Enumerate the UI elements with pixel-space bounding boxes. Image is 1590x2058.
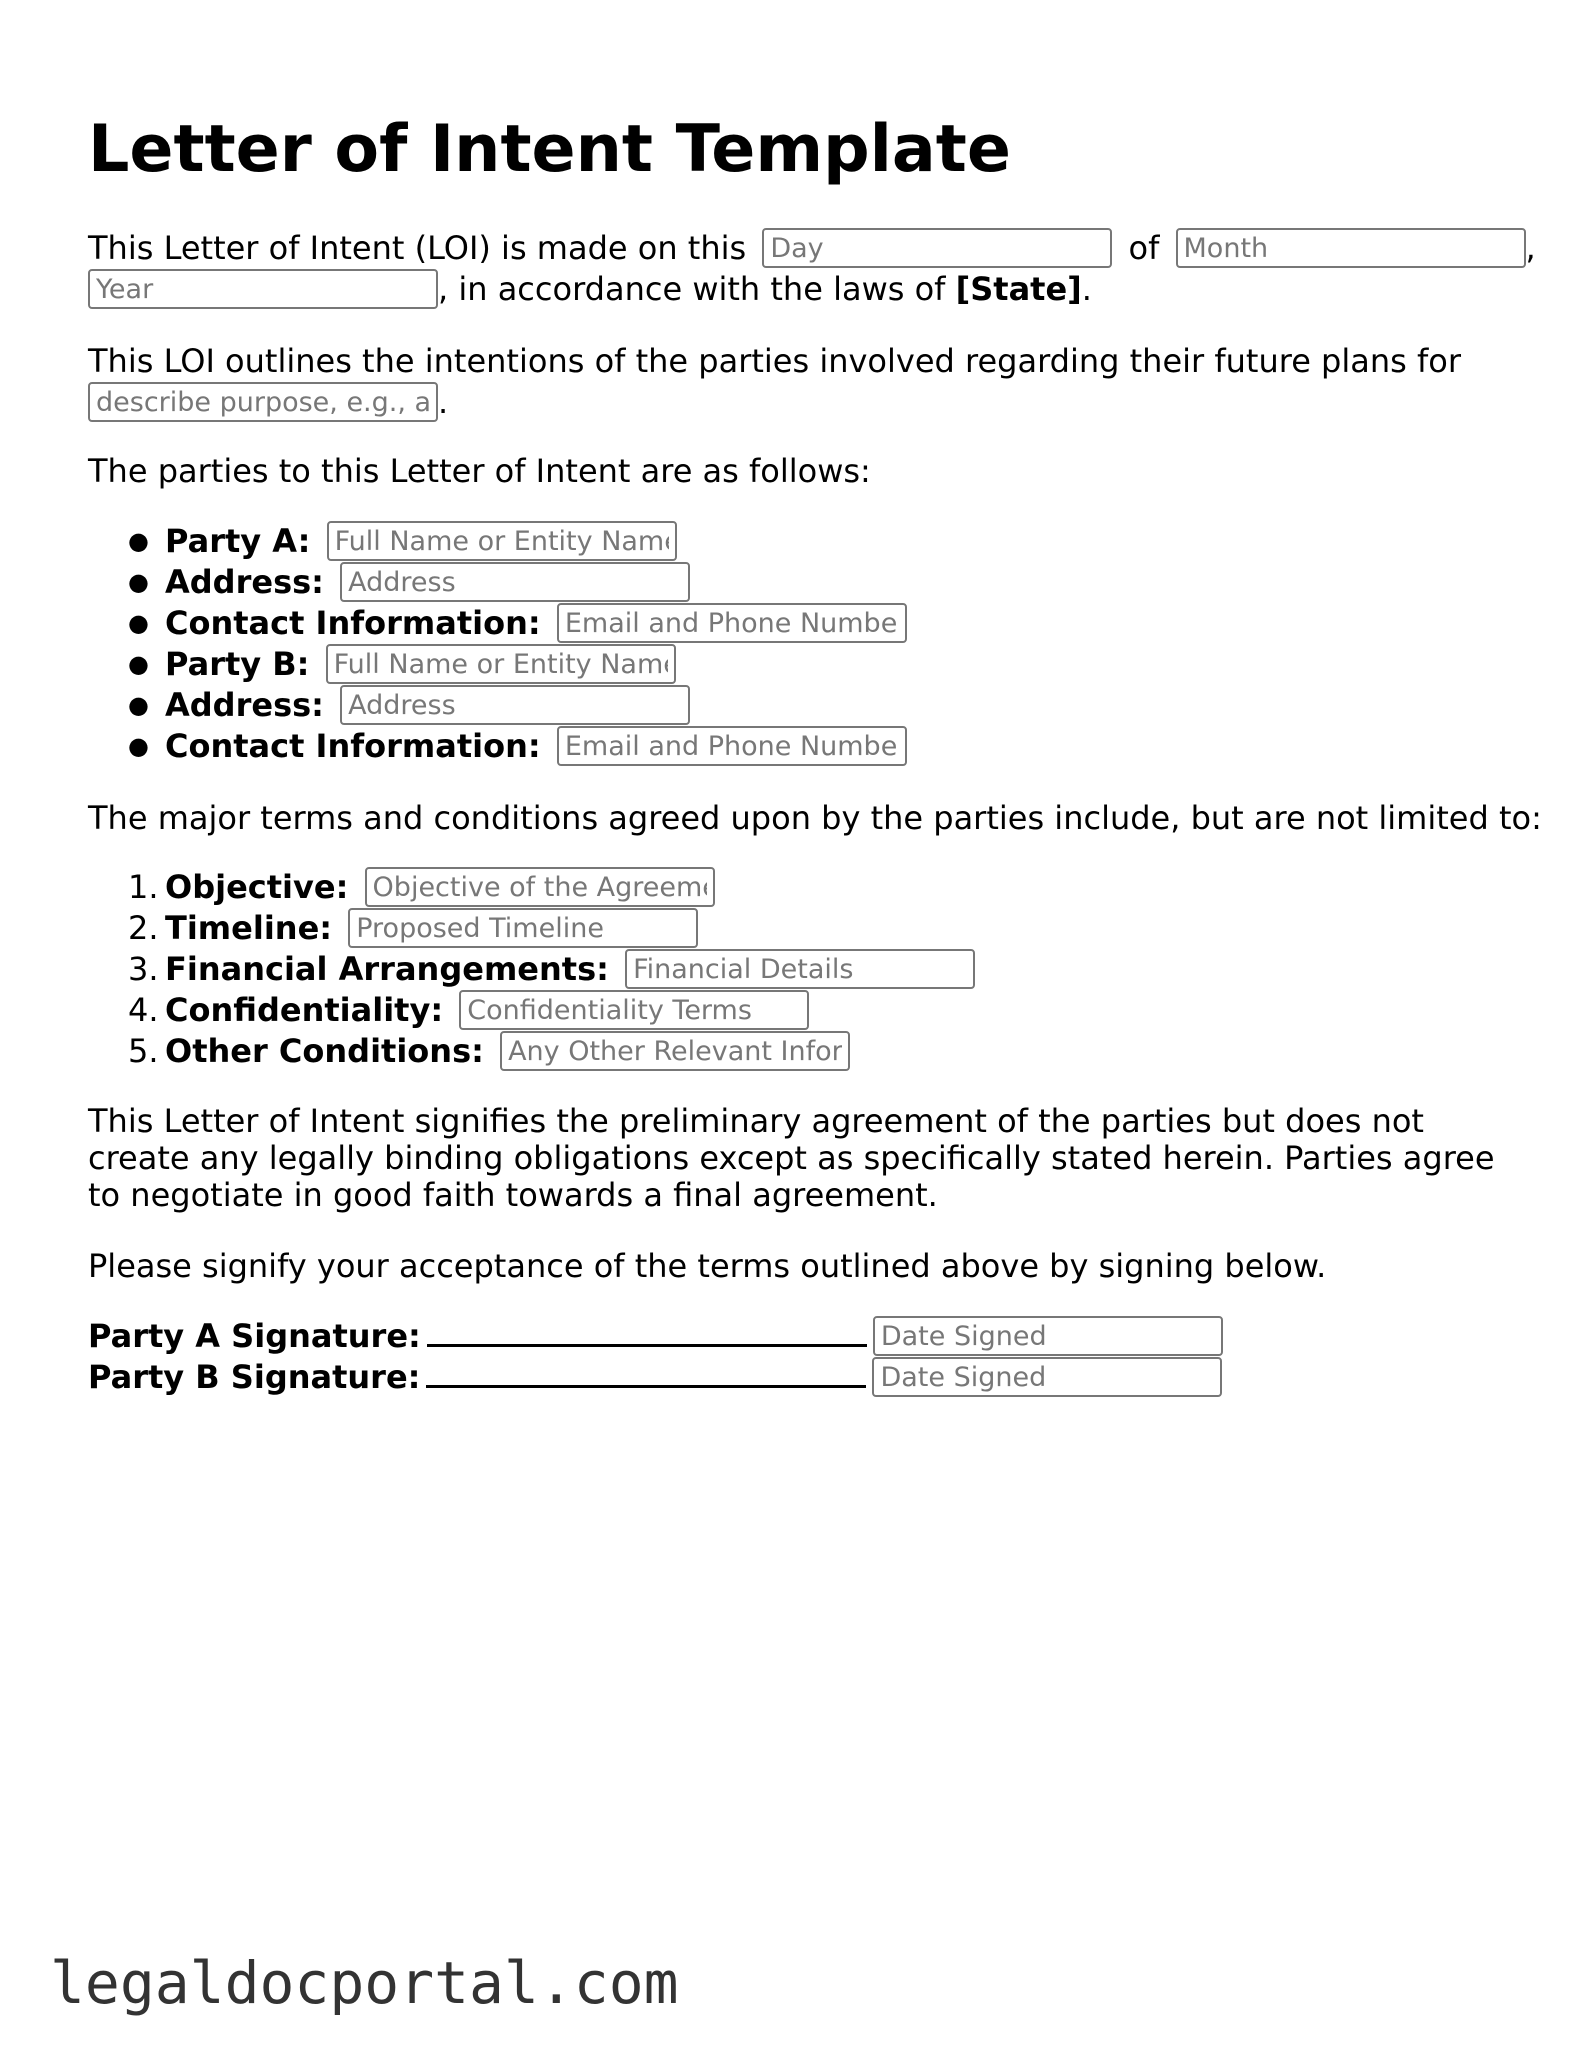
party-a-address-label: Address:: [165, 563, 324, 601]
party-b-name-field[interactable]: [326, 644, 676, 684]
bullet: ●: [128, 527, 149, 555]
list-item: [88, 603, 1508, 644]
list-item: [88, 685, 1508, 726]
party-a-contact-field[interactable]: [557, 603, 907, 643]
party-b-address-label: Address:: [165, 686, 324, 724]
intro-text-2: of: [1128, 229, 1160, 267]
list-item: [88, 521, 1508, 562]
party-b-address-field[interactable]: [340, 685, 690, 725]
purpose-period: .: [438, 383, 449, 421]
party-a-signature-label: Party A Signature:: [88, 1317, 421, 1355]
list-item: [88, 949, 1508, 990]
confidentiality-label: Confidentiality:: [165, 991, 444, 1029]
parties-list: [88, 521, 1508, 767]
item-number: 4.: [128, 991, 159, 1029]
signature-row: [88, 1314, 1508, 1355]
bullet: ●: [128, 650, 149, 678]
party-b-contact-label: Contact Information:: [165, 727, 541, 765]
day-field[interactable]: [762, 228, 1112, 268]
intro-text-3: , in accordance with the laws of: [438, 270, 946, 308]
financial-field[interactable]: [625, 949, 975, 989]
item-number: 2.: [128, 909, 159, 947]
party-a-address-field[interactable]: [340, 562, 690, 602]
other-conditions-field[interactable]: [500, 1031, 850, 1071]
confidentiality-field[interactable]: [459, 990, 809, 1030]
party-a-label: Party A:: [165, 522, 311, 560]
party-a-date-field[interactable]: [873, 1316, 1223, 1356]
acceptance-text: Please signify your acceptance of the terms outlined above by signing below.: [88, 1247, 1327, 1285]
intro-comma: ,: [1525, 229, 1536, 267]
item-number: 1.: [128, 868, 159, 906]
parties-intro: The parties to this Letter of Intent are as follows:: [88, 452, 871, 490]
preliminary-paragraph: This Letter of Intent signifies the preliminary agreement of the parties but does not create any legally binding obligations except as specifically stated herein. Parties agree to negotiate in good faith towards a final agreement.: [88, 1102, 1495, 1214]
list-item: [88, 867, 1508, 908]
item-number: 5.: [128, 1032, 159, 1070]
intro-paragraph: [88, 228, 1536, 310]
intro-text-1: This Letter of Intent (LOI) is made on this: [88, 229, 747, 267]
objective-label: Objective:: [165, 868, 349, 906]
financial-label: Financial Arrangements:: [165, 950, 609, 988]
list-item: [88, 562, 1508, 603]
other-conditions-label: Other Conditions:: [165, 1032, 484, 1070]
purpose-paragraph: [88, 341, 1508, 423]
intro-period: .: [1081, 270, 1092, 308]
site-watermark: legaldocportal.com: [50, 1949, 679, 2017]
list-item: [88, 990, 1508, 1031]
bullet: ●: [128, 732, 149, 760]
purpose-field[interactable]: [88, 382, 438, 422]
purpose-text: This LOI outlines the intentions of the parties involved regarding their future plans for: [88, 342, 1461, 380]
item-number: 3.: [128, 950, 159, 988]
page-title: Letter of Intent Template: [88, 112, 1011, 187]
signature-row: [88, 1355, 1508, 1396]
bullet: ●: [128, 691, 149, 719]
objective-field[interactable]: [365, 867, 715, 907]
party-b-signature-line[interactable]: [426, 1355, 866, 1388]
year-field[interactable]: [88, 269, 438, 309]
list-item: [88, 644, 1508, 685]
list-item: [88, 1031, 1508, 1072]
month-field[interactable]: [1176, 228, 1526, 268]
party-a-name-field[interactable]: [327, 521, 677, 561]
bullet: ●: [128, 568, 149, 596]
timeline-field[interactable]: [348, 908, 698, 948]
terms-intro: The major terms and conditions agreed upon by the parties include, but are not limited to:: [88, 799, 1542, 837]
party-a-contact-label: Contact Information:: [165, 604, 541, 642]
terms-list: [88, 867, 1508, 1072]
state-placeholder: [State]: [955, 270, 1082, 308]
party-b-contact-field[interactable]: [557, 726, 907, 766]
party-b-date-field[interactable]: [872, 1357, 1222, 1397]
signature-block: [88, 1314, 1508, 1396]
party-a-signature-line[interactable]: [427, 1314, 867, 1347]
list-item: [88, 908, 1508, 949]
party-b-signature-label: Party B Signature:: [88, 1358, 421, 1396]
party-b-label: Party B:: [165, 645, 310, 683]
timeline-label: Timeline:: [165, 909, 333, 947]
bullet: ●: [128, 609, 149, 637]
list-item: [88, 726, 1508, 767]
